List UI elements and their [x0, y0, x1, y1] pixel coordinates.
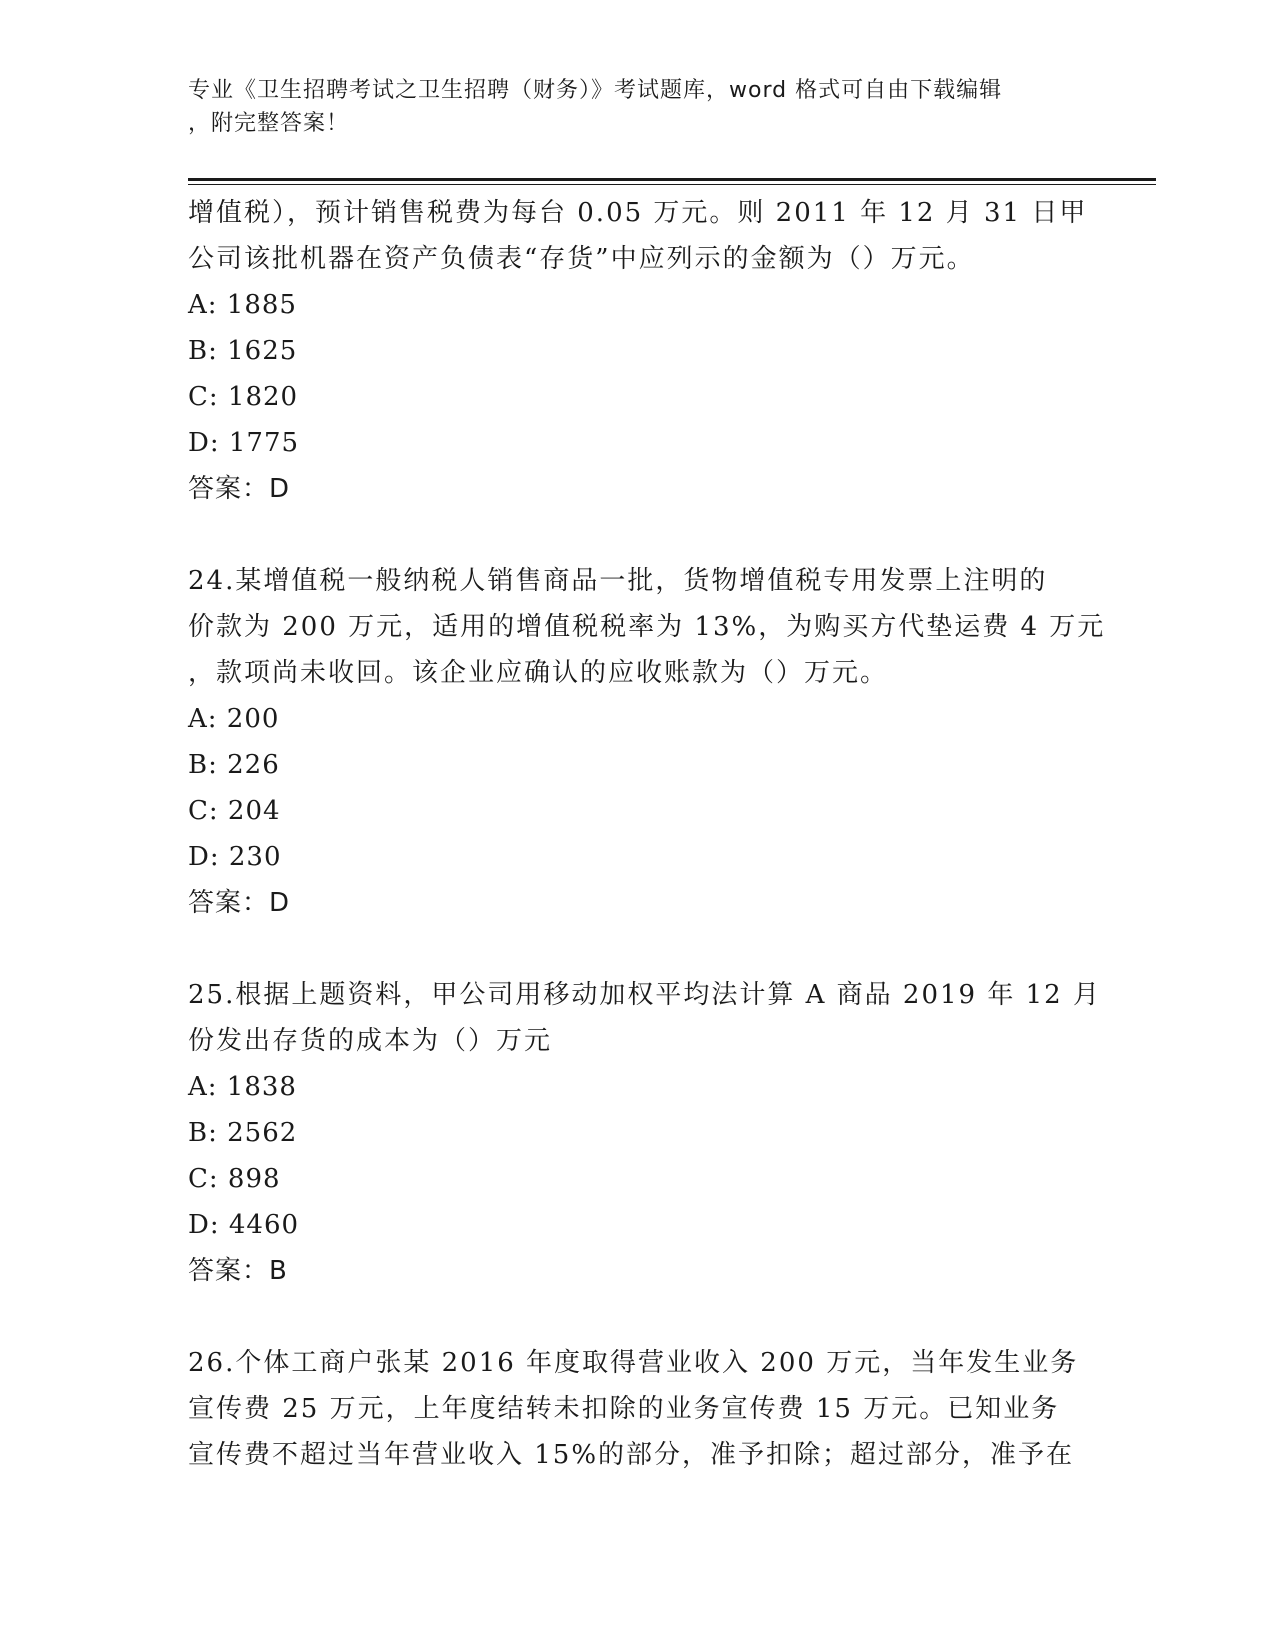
- question-line: ，款项尚未收回。该企业应确认的应收账款为（）万元。: [188, 658, 889, 688]
- question-line: 24.某增值税一般纳税人销售商品一批，货物增值税专用发票上注明的: [188, 566, 1048, 596]
- question-line: 份发出存货的成本为（）万元: [188, 1026, 553, 1056]
- option-a: A: 1838: [188, 1072, 297, 1102]
- option-c: C: 204: [188, 796, 281, 826]
- header-line-2: ，附完整答案！: [188, 111, 350, 136]
- option-a: A: 1885: [188, 290, 297, 320]
- question-23: [188, 190, 1088, 512]
- question-line: 25.根据上题资料，甲公司用移动加权平均法计算 A 商品 2019 年 12 月: [188, 980, 1101, 1010]
- option-d: D: 4460: [188, 1210, 300, 1240]
- answer: 答案：B: [188, 1256, 288, 1286]
- question-line: 26.个体工商户张某 2016 年度取得营业收入 200 万元，当年发生业务: [188, 1348, 1079, 1378]
- document-body: [188, 190, 1106, 1478]
- question-text: [188, 190, 1088, 282]
- answer: 答案：D: [188, 474, 291, 504]
- question-text: [188, 972, 1101, 1064]
- option-b: B: 1625: [188, 336, 298, 366]
- document-header: [188, 74, 1088, 140]
- option-c: C: 898: [188, 1164, 281, 1194]
- question-line: 宣传费不超过当年营业收入 15%的部分，准予扣除；超过部分，准予在: [188, 1440, 1075, 1470]
- question-text: [188, 1340, 1088, 1478]
- option-b: B: 226: [188, 750, 280, 780]
- question-24: [188, 558, 1106, 926]
- option-c: C: 1820: [188, 382, 299, 412]
- option-a: A: 200: [188, 704, 280, 734]
- question-text: [188, 558, 1106, 696]
- option-d: D: 230: [188, 842, 282, 872]
- option-d: D: 1775: [188, 428, 300, 458]
- header-rule-thin: [188, 184, 1156, 185]
- question-line: 公司该批机器在资产负债表“存货”中应列示的金额为（）万元。: [188, 244, 975, 274]
- header-rule-thick: [188, 178, 1156, 181]
- question-line: 增值税），预计销售税费为每台 0.05 万元。则 2011 年 12 月 31 日甲: [188, 198, 1088, 228]
- question-line: 宣传费 25 万元，上年度结转未扣除的业务宣传费 15 万元。已知业务: [188, 1394, 1060, 1424]
- option-b: B: 2562: [188, 1118, 298, 1148]
- question-26: [188, 1340, 1088, 1478]
- question-25: [188, 972, 1101, 1294]
- answer: 答案：D: [188, 888, 291, 918]
- question-line: 价款为 200 万元，适用的增值税税率为 13%，为购买方代垫运费 4 万元: [188, 612, 1106, 642]
- header-line-1: 专业《卫生招聘考试之卫生招聘（财务）》考试题库，word 格式可自由下载编辑: [188, 78, 1003, 103]
